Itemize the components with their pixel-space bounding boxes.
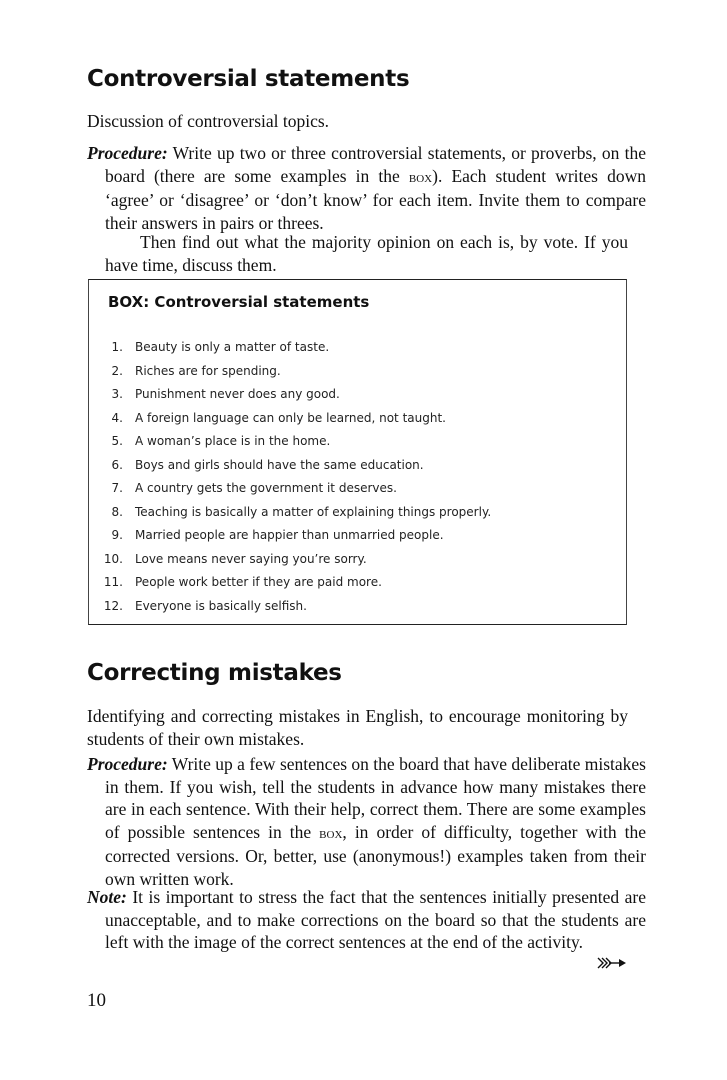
procedure-text: Write up two or three controversial statements, or proverbs, on the board (there are some examples in the xyxy=(105,143,646,186)
statement-item xyxy=(103,430,491,454)
statement-number: 2. xyxy=(111,363,123,378)
statement-number: 3. xyxy=(111,387,123,401)
statement-text: People work better if they are paid more. xyxy=(135,575,382,589)
procedure-text-continued: , in order of difficulty, together with the corrected versions. Or, better, use (anonymous!) examples taken from their own written work. xyxy=(105,821,647,889)
procedure-text-continued: ). Each student writes down ‘agree’ or ‘disagree’ or ‘don’t know’ for each item. Invite them to compare their answers in pairs or threes. xyxy=(105,165,646,233)
statement-item xyxy=(103,501,491,525)
statement-item xyxy=(103,524,491,548)
statement-text: Beauty is only a matter of taste. xyxy=(135,340,330,354)
statement-item xyxy=(103,407,491,431)
statement-number: 12. xyxy=(103,598,123,613)
statement-item xyxy=(103,336,491,360)
statement-number: 6. xyxy=(111,457,123,472)
statement-item xyxy=(103,571,491,595)
procedure-paragraph xyxy=(87,753,646,890)
statement-text: A woman’s place is in the home. xyxy=(135,434,331,448)
note-label: Note: xyxy=(87,887,127,907)
box-title: BOX: Controversial statements xyxy=(108,293,370,311)
statement-item xyxy=(103,548,491,572)
procedure-label: Procedure: xyxy=(87,143,168,163)
statement-text: A country gets the government it deserves. xyxy=(135,481,397,495)
statement-number: 9. xyxy=(111,528,123,542)
box-reference: box xyxy=(319,825,343,842)
continue-arrow-icon xyxy=(597,955,627,971)
statement-item xyxy=(103,477,491,501)
statement-text: Riches are for spending. xyxy=(135,363,281,378)
box-reference: box xyxy=(408,169,433,186)
statement-text: Teaching is basically a matter of explaining things properly. xyxy=(135,504,492,519)
procedure-paragraph xyxy=(87,142,646,234)
section-title-controversial-statements: Controversial statements xyxy=(87,66,410,92)
statement-item xyxy=(103,595,491,619)
procedure-label: Procedure: xyxy=(87,754,168,774)
controversial-statements-box xyxy=(88,279,627,625)
statement-text: Everyone is basically selfish. xyxy=(135,598,307,613)
note-text: It is important to stress the fact that the sentences initially presented are unacceptable, and to make corrections on the board so that the students are left with the image of the correct sentences at the end of the activity. xyxy=(105,887,646,952)
statement-number: 8. xyxy=(111,504,123,519)
statement-text: Boys and girls should have the same education. xyxy=(135,457,424,472)
statement-number: 10. xyxy=(103,551,123,566)
procedure-text: Write up a few sentences on the board that have deliberate mistakes in them. If you wish, tell the students in advance how many mistakes there are in each sentence. With their help, correct them. There are some examples of possible sentences in the xyxy=(105,754,646,842)
statement-text: Married people are happier than unmarried people. xyxy=(135,528,444,542)
section-intro: Identifying and correcting mistakes in English, to encourage monitoring by students of their own mistakes. xyxy=(87,706,628,749)
statement-number: 7. xyxy=(111,481,123,495)
note-paragraph xyxy=(87,886,646,954)
statement-number: 11. xyxy=(103,575,123,589)
statement-text: Love means never saying you’re sorry. xyxy=(135,551,367,566)
page-number: 10 xyxy=(87,990,106,1011)
statement-number: 1. xyxy=(111,340,123,354)
statement-item xyxy=(103,454,491,478)
statement-item xyxy=(103,383,491,407)
statement-number: 4. xyxy=(111,410,123,425)
statement-list xyxy=(103,336,491,618)
procedure-followup: Then find out what the majority opinion on each is, by vote. If you have time, discuss them. xyxy=(105,232,628,275)
statement-item xyxy=(103,360,491,384)
statement-number: 5. xyxy=(111,434,123,448)
statement-text: Punishment never does any good. xyxy=(135,387,340,401)
statement-text: A foreign language can only be learned, not taught. xyxy=(135,410,446,425)
section-intro: Discussion of controversial topics. xyxy=(87,111,330,131)
section-title-correcting-mistakes: Correcting mistakes xyxy=(87,660,342,686)
